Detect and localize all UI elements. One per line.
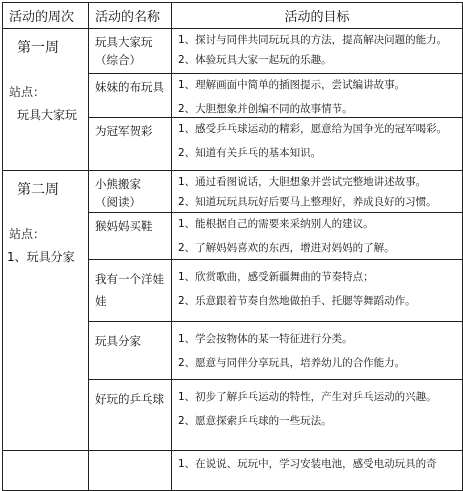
activity-name [89, 260, 172, 322]
goal-item: 1、理解画面中简单的插图提示，尝试编讲故事。 [178, 79, 406, 91]
activity-name [89, 213, 172, 260]
activity-name [89, 380, 172, 451]
activity-name-line: （综合） [95, 53, 141, 67]
goal-item: 1、初步了解乒乓运动的特性，产生对乒乓运动的兴趣。 [178, 391, 437, 403]
activity-name-line: 我有一个洋娃 [95, 272, 164, 286]
activity-name [89, 29, 172, 74]
activity-name-line: 娃 [95, 294, 107, 308]
activity-name-line: 玩具分家 [95, 334, 141, 348]
goal-item: 2、了解妈妈喜欢的东西，增进对妈妈的了解。 [178, 242, 395, 254]
activity-name-line: 小熊搬家 [95, 177, 141, 191]
activity-goals [172, 29, 463, 74]
site-label: 站点： [9, 85, 46, 99]
goal-item: 1、能根据自己的需要来采纳别人的建议。 [178, 218, 374, 230]
table-row [3, 29, 463, 74]
header-week: 活动的周次 [3, 3, 89, 29]
table-row [3, 451, 463, 491]
header-goal: 活动的目标 [172, 3, 463, 29]
site-label: 站点： [9, 227, 46, 241]
activity-name-line: 好玩的乒乓球 [95, 392, 164, 406]
goal-item: 1、学会按物体的某一特征进行分类。 [178, 333, 353, 345]
activity-goals [172, 322, 463, 380]
week-cell [3, 451, 89, 491]
week-cell [3, 171, 89, 451]
site-value: 1、玩具分家 [7, 250, 75, 264]
activity-name-line: 为冠军贺彩 [95, 124, 153, 138]
week-title: 第一周 [17, 40, 59, 56]
activity-name-line: （阅读） [95, 195, 141, 209]
activity-goals [172, 380, 463, 451]
goal-item: 1、感受乒乓球运动的精彩，愿意给为国争光的冠军喝彩。 [178, 123, 448, 135]
activity-name-line: 妹妹的布玩具 [95, 80, 164, 94]
header-name: 活动的名称 [89, 3, 172, 29]
activity-goals [172, 74, 463, 118]
activity-goals [172, 213, 463, 260]
goal-item: 2、愿意探索乒乓球的一些玩法。 [178, 415, 332, 427]
header-row [3, 3, 463, 29]
activity-goals [172, 171, 463, 213]
goal-item: 1、在说说、玩玩中，学习安装电池，感受电动玩具的奇 [178, 458, 437, 470]
activity-name-line: 猴妈妈买鞋 [95, 219, 153, 233]
activity-name [89, 322, 172, 380]
goal-item: 2、体验玩具大家一起玩的乐趣。 [178, 54, 332, 66]
goal-item: 1、通过看图说话，大胆想象并尝试完整地讲述故事。 [178, 176, 427, 188]
activity-name [89, 171, 172, 213]
activity-name [89, 118, 172, 171]
week-title: 第二周 [17, 182, 59, 198]
goal-item: 1、探讨与同伴共同玩玩具的方法，提高解决问题的能力。 [178, 34, 448, 46]
activity-name-line: 玩具大家玩 [95, 35, 153, 49]
activity-goals [172, 118, 463, 171]
activity-goals [172, 451, 463, 491]
goal-item: 2、乐意跟着节奏自然地做拍手、托腮等舞蹈动作。 [178, 295, 416, 307]
goal-item: 2、愿意与同伴分享玩具，培养幼儿的合作能力。 [178, 357, 406, 369]
goal-item: 1、欣赏歌曲，感受新疆舞曲的节奏特点； [178, 271, 374, 283]
goal-item: 2、大胆想象并创编不同的故事情节。 [178, 103, 353, 115]
activity-name [89, 451, 172, 491]
site-value: 玩具大家玩 [17, 108, 78, 122]
goal-item: 2、知道有关乒乓的基本知识。 [178, 147, 322, 159]
table-row [3, 171, 463, 213]
activity-name [89, 74, 172, 118]
activity-goals [172, 260, 463, 322]
activity-table [2, 2, 463, 491]
goal-item: 2、知道玩玩具玩好后要马上整理好，养成良好的习惯。 [178, 196, 437, 208]
week-cell [3, 29, 89, 171]
